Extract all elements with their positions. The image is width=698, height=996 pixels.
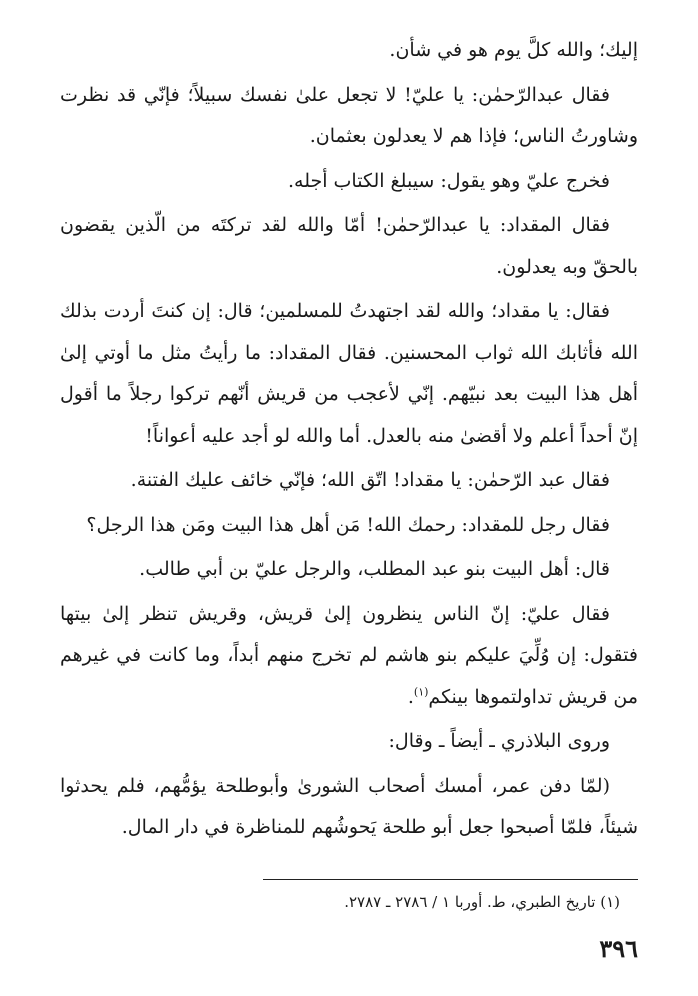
paragraph-1: إليك؛ والله كلَّ يوم هو في شأن.	[389, 39, 638, 61]
body-text	[60, 30, 638, 852]
paragraph-9-trail: .	[407, 685, 414, 708]
paragraph-10: وروى البلاذري ـ أيضاً ـ وقال:	[388, 730, 610, 752]
paragraph-9	[60, 594, 638, 719]
paragraph-3: فخرج عليّ وهو يقول: سيبلغ الكتاب أجله.	[287, 169, 610, 192]
paragraph-2: فقال عبدالرّحمٰن: يا عليّ! لا تجعل علىٰ نفسك سبيلاً؛ فإنّي قد نظرت وشاورتُ الناس؛ فإذا هم لا يعدلون بعثمان.	[60, 83, 638, 147]
paragraph-6: فقال عبد الرّحمٰن: يا مقداد! اتّق الله؛ فإنّي خائف عليك الفتنة.	[130, 469, 610, 491]
paragraph-11: (لمّا دفن عمر، أمسك أصحاب الشورىٰ وأبوطلحة يؤمُّهم، فلم يحدثوا شيئاً، فلمّا أصبحوا جعل أبو طلحة يَحوشُهم للمناظرة في دار المال.	[60, 774, 638, 838]
paragraph-9-text: فقال عليّ: إنّ الناس ينظرون إلىٰ قريش، وقريش تنظر إلىٰ بيتها فتقول: إن وُلِّيَ عليكم بنو هاشم لم تخرج منهم أبداً، وما كانت في غيرهم من قريش تداولتموها بينكم	[60, 602, 638, 708]
page-number: ٣٩٦	[599, 934, 638, 963]
footnote-reference[interactable]: (١)	[413, 685, 429, 699]
paragraph-4: فقال المقداد: يا عبدالرّحمٰن! أمّا والله لقد تركتَه من الّذين يقضون بالحقّ وبه يعدلون.	[60, 214, 638, 278]
paragraph-7: فقال رجل للمقداد: رحمك الله! مَن أهل هذا البيت ومَن هذا الرجل؟	[86, 513, 610, 536]
footnote: (١) تاريخ الطبري، ط. أوربا ١ / ٢٧٨٦ ـ ٢٧٨٧.	[344, 893, 620, 911]
paragraph-8: قال: أهل البيت بنو عبد المطلب، والرجل عليّ بن أبي طالب.	[139, 558, 610, 580]
paragraph-5: فقال: يا مقداد؛ والله لقد اجتهدتُ للمسلمين؛ قال: إن كنتَ أردت بذلك الله فأثابك الله ثواب المحسنين. فقال المقداد: ما رأيتُ مثل ما أوتي إلىٰ أهل هذا البيت بعد نبيّهم. إنّي لأعجب من قريش أنّهم تركوا رجلاً ما أقول إنّ أحداً أعلم ولا أقضىٰ منه بالعدل. أما والله لو أجد عليه أعواناً!	[60, 300, 638, 447]
footnote-divider	[263, 879, 638, 880]
